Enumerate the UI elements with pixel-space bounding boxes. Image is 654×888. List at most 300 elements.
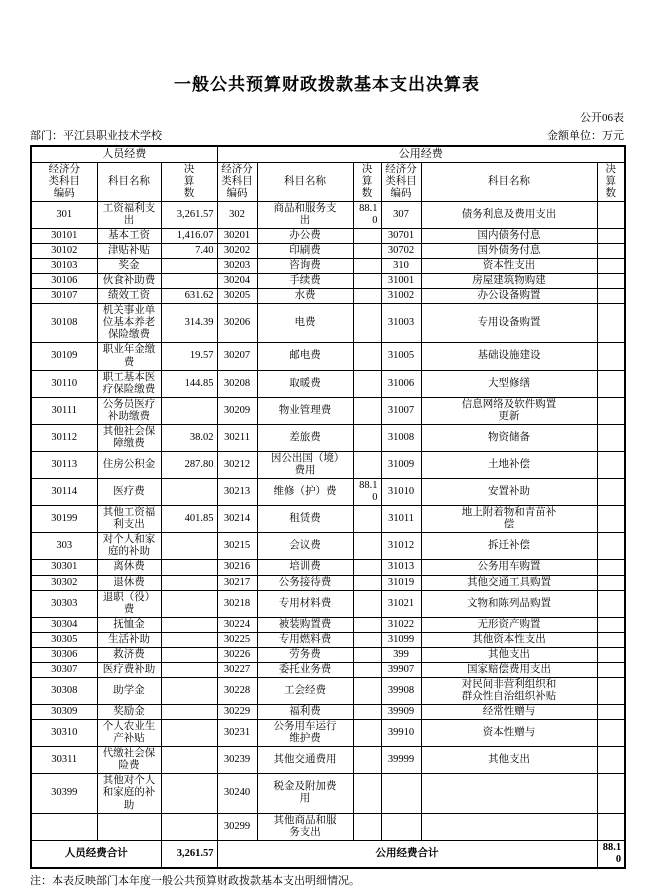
name-cell: 公务员医疗补助缴费 (97, 397, 161, 424)
name-cell: 基础设施建设 (421, 343, 597, 370)
name-cell: 劳务费 (257, 647, 353, 662)
table-row (31, 632, 625, 647)
name-cell: 退职（役）费 (97, 590, 161, 617)
code-cell: 30214 (217, 506, 257, 533)
amount-cell (161, 617, 217, 632)
table-row (31, 259, 625, 274)
amount-cell (597, 274, 625, 289)
amount-cell (161, 813, 217, 840)
table-row (31, 397, 625, 424)
public-total-value: 88.10 (597, 840, 625, 868)
code-cell: 30399 (31, 774, 97, 813)
name-cell: 医疗费 (97, 479, 161, 506)
table-row (31, 747, 625, 774)
code-cell: 39909 (381, 705, 421, 720)
code-cell: 30112 (31, 424, 97, 451)
amount-cell: 19.57 (161, 343, 217, 370)
amount-cell (353, 720, 381, 747)
code-cell: 30213 (217, 479, 257, 506)
amount-cell (597, 677, 625, 704)
personnel-total-value: 3,261.57 (161, 840, 217, 868)
code-cell: 307 (381, 201, 421, 228)
name-cell: 伙食补助费 (97, 274, 161, 289)
code-cell: 30305 (31, 632, 97, 647)
amount-cell (597, 533, 625, 560)
code-cell: 30217 (217, 575, 257, 590)
code-cell: 30239 (217, 747, 257, 774)
code-cell: 31007 (381, 397, 421, 424)
name-cell: 抚恤金 (97, 617, 161, 632)
code-cell: 30108 (31, 304, 97, 343)
table-row (31, 506, 625, 533)
code-cell: 39910 (381, 720, 421, 747)
name-cell: 税金及附加费用 (257, 774, 353, 813)
name-cell: 福利费 (257, 705, 353, 720)
amount-cell (161, 647, 217, 662)
table-row (31, 274, 625, 289)
name-cell: 其他交通费用 (257, 747, 353, 774)
code-cell: 30107 (31, 289, 97, 304)
table-body (31, 201, 625, 840)
name-cell: 个人农业生产补贴 (97, 720, 161, 747)
amount-cell (353, 424, 381, 451)
name-cell: 拆迁补偿 (421, 533, 597, 560)
amount-cell (353, 274, 381, 289)
name-cell: 无形资产购置 (421, 617, 597, 632)
amount-cell: 88.10 (353, 479, 381, 506)
name-cell: 退休费 (97, 575, 161, 590)
code-cell: 31003 (381, 304, 421, 343)
personnel-total-label: 人员经费合计 (31, 840, 161, 868)
amount-cell (161, 575, 217, 590)
amount-cell (353, 259, 381, 274)
code-cell: 30226 (217, 647, 257, 662)
amount-cell (597, 304, 625, 343)
table-row (31, 677, 625, 704)
code-cell: 30240 (217, 774, 257, 813)
name-cell: 对民间非营利组织和群众性自治组织补贴 (421, 677, 597, 704)
code-cell: 30103 (31, 259, 97, 274)
amount-cell (353, 289, 381, 304)
totals-row (31, 840, 625, 868)
code-cell: 30215 (217, 533, 257, 560)
code-cell: 30227 (217, 662, 257, 677)
table-row (31, 304, 625, 343)
amount-cell: 287.80 (161, 451, 217, 478)
code-cell: 30113 (31, 451, 97, 478)
code-cell: 30212 (217, 451, 257, 478)
amount-cell (353, 747, 381, 774)
amount-cell: 88.10 (353, 201, 381, 228)
table-row (31, 774, 625, 813)
name-cell: 公务接待费 (257, 575, 353, 590)
amount-cell (161, 632, 217, 647)
amount-cell (161, 662, 217, 677)
name-cell: 专用设备购置 (421, 304, 597, 343)
code-cell: 30114 (31, 479, 97, 506)
code-cell: 30303 (31, 590, 97, 617)
table-row (31, 343, 625, 370)
code-cell: 30203 (217, 259, 257, 274)
column-header-amount: 决算数 (161, 162, 217, 201)
amount-cell (161, 274, 217, 289)
amount-cell (161, 677, 217, 704)
amount-cell (353, 397, 381, 424)
table-row (31, 201, 625, 228)
amount-cell (597, 720, 625, 747)
code-cell: 30102 (31, 244, 97, 259)
name-cell: 租赁费 (257, 506, 353, 533)
code-cell: 30211 (217, 424, 257, 451)
name-cell: 离休费 (97, 560, 161, 575)
amount-cell: 3,261.57 (161, 201, 217, 228)
code-cell: 30110 (31, 370, 97, 397)
table-row (31, 813, 625, 840)
name-cell: 商品和服务支出 (257, 201, 353, 228)
name-cell: 国外债务付息 (421, 244, 597, 259)
table-row (31, 533, 625, 560)
amount-cell (353, 647, 381, 662)
table-row (31, 424, 625, 451)
table-row (31, 720, 625, 747)
code-cell: 31010 (381, 479, 421, 506)
code-cell: 310 (381, 259, 421, 274)
code-cell: 30231 (217, 720, 257, 747)
amount-cell (597, 479, 625, 506)
amount-cell (597, 397, 625, 424)
code-cell: 303 (31, 533, 97, 560)
amount-cell (353, 451, 381, 478)
amount-cell (597, 647, 625, 662)
budget-table (30, 145, 626, 869)
name-cell: 津贴补贴 (97, 244, 161, 259)
name-cell: 专用燃料费 (257, 632, 353, 647)
amount-cell (161, 774, 217, 813)
name-cell: 职业年金缴费 (97, 343, 161, 370)
table-note: 注：本表反映部门本年度一般公共预算财政拨款基本支出明细情况。 (30, 874, 360, 887)
code-cell: 31009 (381, 451, 421, 478)
code-cell: 31011 (381, 506, 421, 533)
name-cell: 机关事业单位基本养老保险缴费 (97, 304, 161, 343)
column-header-name: 科目名称 (257, 162, 353, 201)
amount-cell (353, 575, 381, 590)
amount-cell (161, 705, 217, 720)
name-cell: 办公费 (257, 228, 353, 243)
code-cell: 31013 (381, 560, 421, 575)
amount-cell (597, 201, 625, 228)
code-cell: 30109 (31, 343, 97, 370)
amount-cell: 7.40 (161, 244, 217, 259)
name-cell: 邮电费 (257, 343, 353, 370)
amount-cell (597, 259, 625, 274)
name-cell: 会议费 (257, 533, 353, 560)
column-header-code: 经济分类科目编码 (31, 162, 97, 201)
name-cell: 工资福利支出 (97, 201, 161, 228)
code-cell (381, 774, 421, 813)
table-row (31, 617, 625, 632)
amount-cell (161, 533, 217, 560)
code-cell: 30204 (217, 274, 257, 289)
table-row (31, 479, 625, 506)
code-cell: 30218 (217, 590, 257, 617)
amount-cell (597, 289, 625, 304)
amount-cell (597, 590, 625, 617)
amount-cell (353, 304, 381, 343)
name-cell: 电费 (257, 304, 353, 343)
name-cell: 其他社会保障缴费 (97, 424, 161, 451)
amount-cell (597, 228, 625, 243)
code-cell: 31022 (381, 617, 421, 632)
name-cell: 维修（护）费 (257, 479, 353, 506)
name-cell: 地上附着物和青苗补偿 (421, 506, 597, 533)
amount-cell: 401.85 (161, 506, 217, 533)
name-cell: 其他商品和服务支出 (257, 813, 353, 840)
name-cell: 被装购置费 (257, 617, 353, 632)
code-cell: 30206 (217, 304, 257, 343)
name-cell: 对个人和家庭的补助 (97, 533, 161, 560)
column-header-name: 科目名称 (421, 162, 597, 201)
code-cell: 39999 (381, 747, 421, 774)
column-header-code: 经济分类科目编码 (381, 162, 421, 201)
column-header-row (31, 162, 625, 201)
amount-cell (353, 662, 381, 677)
name-cell: 资本性支出 (421, 259, 597, 274)
code-cell: 30308 (31, 677, 97, 704)
column-header-amount: 决算数 (353, 162, 381, 201)
amount-cell (597, 451, 625, 478)
name-cell: 手续费 (257, 274, 353, 289)
amount-cell (353, 533, 381, 560)
amount-cell (597, 506, 625, 533)
code-cell: 31008 (381, 424, 421, 451)
code-cell: 399 (381, 647, 421, 662)
name-cell: 咨询费 (257, 259, 353, 274)
name-cell (421, 774, 597, 813)
code-cell: 30311 (31, 747, 97, 774)
name-cell: 基本工资 (97, 228, 161, 243)
amount-cell (353, 705, 381, 720)
name-cell: 救济费 (97, 647, 161, 662)
amount-cell (353, 343, 381, 370)
group-header-personnel: 人员经费 (31, 146, 217, 162)
code-cell: 30228 (217, 677, 257, 704)
public-total-label: 公用经费合计 (217, 840, 597, 868)
name-cell: 公务用车购置 (421, 560, 597, 575)
amount-cell (597, 370, 625, 397)
name-cell: 公务用车运行维护费 (257, 720, 353, 747)
amount-cell (161, 747, 217, 774)
code-cell: 31012 (381, 533, 421, 560)
code-cell: 30229 (217, 705, 257, 720)
amount-cell (597, 705, 625, 720)
table-row (31, 451, 625, 478)
page-title: 一般公共预算财政拨款基本支出决算表 (174, 75, 480, 94)
name-cell: 绩效工资 (97, 289, 161, 304)
name-cell: 工会经费 (257, 677, 353, 704)
name-cell: 文物和陈列品购置 (421, 590, 597, 617)
name-cell: 资本性赠与 (421, 720, 597, 747)
amount-cell (353, 590, 381, 617)
amount-cell (597, 662, 625, 677)
name-cell: 经常性赠与 (421, 705, 597, 720)
name-cell: 其他资本性支出 (421, 632, 597, 647)
name-cell: 国家赔偿费用支出 (421, 662, 597, 677)
amount-cell (161, 259, 217, 274)
name-cell: 职工基本医疗保险缴费 (97, 370, 161, 397)
name-cell: 专用材料费 (257, 590, 353, 617)
amount-cell (597, 813, 625, 840)
name-cell: 物业管理费 (257, 397, 353, 424)
table-row (31, 705, 625, 720)
table-row (31, 575, 625, 590)
table-row (31, 560, 625, 575)
code-cell: 30299 (217, 813, 257, 840)
amount-cell (353, 560, 381, 575)
code-cell: 30225 (217, 632, 257, 647)
code-cell: 30208 (217, 370, 257, 397)
name-cell (421, 813, 597, 840)
amount-cell (353, 370, 381, 397)
amount-cell (597, 343, 625, 370)
name-cell: 办公设备购置 (421, 289, 597, 304)
amount-cell (353, 813, 381, 840)
code-cell: 30201 (217, 228, 257, 243)
code-cell: 31002 (381, 289, 421, 304)
name-cell: 大型修缮 (421, 370, 597, 397)
code-cell: 301 (31, 201, 97, 228)
amount-cell (597, 424, 625, 451)
amount-cell (161, 479, 217, 506)
code-cell: 31099 (381, 632, 421, 647)
amount-cell (353, 506, 381, 533)
name-cell: 其他工资福利支出 (97, 506, 161, 533)
amount-cell (161, 397, 217, 424)
code-cell: 31001 (381, 274, 421, 289)
amount-cell (597, 617, 625, 632)
name-cell: 其他支出 (421, 747, 597, 774)
amount-cell (597, 774, 625, 813)
code-cell: 39908 (381, 677, 421, 704)
name-cell: 生活补助 (97, 632, 161, 647)
amount-cell (161, 590, 217, 617)
code-cell (381, 813, 421, 840)
column-header-name: 科目名称 (97, 162, 161, 201)
table-row (31, 244, 625, 259)
name-cell: 物资储备 (421, 424, 597, 451)
table-number: 公开06表 (580, 112, 624, 124)
code-cell: 302 (217, 201, 257, 228)
code-cell: 30304 (31, 617, 97, 632)
group-header-row (31, 146, 625, 162)
code-cell: 30302 (31, 575, 97, 590)
table-row (31, 289, 625, 304)
code-cell: 30199 (31, 506, 97, 533)
amount-cell (353, 774, 381, 813)
name-cell: 委托业务费 (257, 662, 353, 677)
code-cell: 31006 (381, 370, 421, 397)
name-cell: 奖励金 (97, 705, 161, 720)
table-row (31, 370, 625, 397)
name-cell: 土地补偿 (421, 451, 597, 478)
amount-cell: 38.02 (161, 424, 217, 451)
amount-cell: 1,416.07 (161, 228, 217, 243)
code-cell: 30205 (217, 289, 257, 304)
code-cell: 30701 (381, 228, 421, 243)
name-cell: 因公出国（境）费用 (257, 451, 353, 478)
meta-row (30, 127, 624, 143)
amount-cell (353, 677, 381, 704)
code-cell: 30216 (217, 560, 257, 575)
amount-cell: 144.85 (161, 370, 217, 397)
name-cell: 安置补助 (421, 479, 597, 506)
table-row (31, 647, 625, 662)
amount-cell (597, 244, 625, 259)
group-header-public: 公用经费 (217, 146, 625, 162)
table-row (31, 228, 625, 243)
code-cell: 30207 (217, 343, 257, 370)
name-cell: 信息网络及软件购置更新 (421, 397, 597, 424)
code-cell: 30306 (31, 647, 97, 662)
name-cell: 取暖费 (257, 370, 353, 397)
table-row (31, 662, 625, 677)
name-cell: 培训费 (257, 560, 353, 575)
amount-cell: 631.62 (161, 289, 217, 304)
column-header-code: 经济分类科目编码 (217, 162, 257, 201)
amount-cell (353, 244, 381, 259)
name-cell: 奖金 (97, 259, 161, 274)
amount-cell (353, 228, 381, 243)
column-header-amount: 决算数 (597, 162, 625, 201)
amount-cell (353, 632, 381, 647)
code-cell: 31019 (381, 575, 421, 590)
code-cell: 30111 (31, 397, 97, 424)
amount-cell (597, 632, 625, 647)
amount-cell: 314.39 (161, 304, 217, 343)
name-cell: 债务利息及费用支出 (421, 201, 597, 228)
amount-cell (597, 575, 625, 590)
name-cell: 房屋建筑物购建 (421, 274, 597, 289)
code-cell: 30202 (217, 244, 257, 259)
table-row (31, 590, 625, 617)
code-cell: 30301 (31, 560, 97, 575)
name-cell: 国内债务付息 (421, 228, 597, 243)
name-cell: 医疗费补助 (97, 662, 161, 677)
name-cell: 差旅费 (257, 424, 353, 451)
code-cell: 30209 (217, 397, 257, 424)
amount-cell (353, 617, 381, 632)
code-cell: 30101 (31, 228, 97, 243)
code-cell: 30310 (31, 720, 97, 747)
name-cell: 水费 (257, 289, 353, 304)
code-cell: 30702 (381, 244, 421, 259)
code-cell: 30307 (31, 662, 97, 677)
name-cell: 其他支出 (421, 647, 597, 662)
name-cell: 印刷费 (257, 244, 353, 259)
name-cell: 其他对个人和家庭的补助 (97, 774, 161, 813)
amount-cell (597, 560, 625, 575)
unit-label: 金额单位：万元 (547, 130, 624, 142)
name-cell: 助学金 (97, 677, 161, 704)
department-label: 部门：平江县职业技术学校 (30, 130, 162, 142)
code-cell: 31005 (381, 343, 421, 370)
code-cell: 30224 (217, 617, 257, 632)
name-cell: 住房公积金 (97, 451, 161, 478)
code-cell (31, 813, 97, 840)
name-cell (97, 813, 161, 840)
name-cell: 代缴社会保险费 (97, 747, 161, 774)
code-cell: 31021 (381, 590, 421, 617)
code-cell: 39907 (381, 662, 421, 677)
